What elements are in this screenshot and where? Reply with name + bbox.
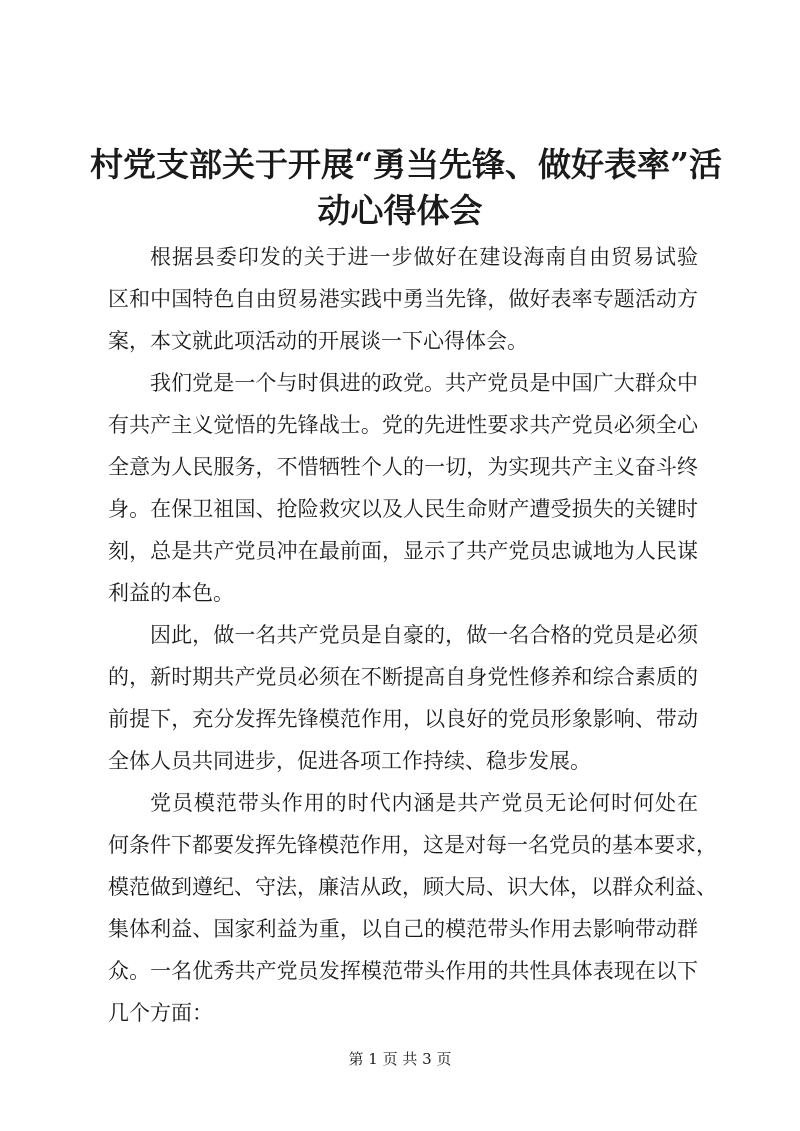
paragraph <box>108 782 717 1034</box>
paragraph <box>108 614 698 782</box>
paragraph-line: 众。一名优秀共产党员发挥模范带头作用的共性具体表现在以下 <box>108 959 698 983</box>
paragraph-line: 利益的本色。 <box>108 581 234 605</box>
paragraph <box>108 236 698 362</box>
paragraph-line: 因此，做一名共产党员是自豪的，做一名合格的党员是必须 <box>150 623 698 647</box>
paragraph-line: 刻，总是共产党员冲在最前面，显示了共产党员忠诚地为人民谋 <box>108 539 698 563</box>
paragraph-line: 全意为人民服务，不惜牺牲个人的一切，为实现共产主义奋斗终 <box>108 455 698 479</box>
paragraph-line: 的，新时期共产党员必须在不断提高自身党性修养和综合素质的 <box>108 665 698 689</box>
paragraph-line: 党员模范带头作用的时代内涵是共产党员无论何时何处在 <box>150 791 698 815</box>
document-title <box>90 142 722 234</box>
page-footer: 第 1 页 共 3 页 <box>348 1050 452 1068</box>
paragraph-line: 根据县委印发的关于进一步做好在建设海南自由贸易试验 <box>150 245 698 269</box>
paragraph-line: 我们党是一个与时俱进的政党。共产党员是中国广大群众中 <box>150 371 698 395</box>
paragraph-line: 何条件下都要发挥先锋模范作用，这是对每一名党员的基本要求， <box>108 833 717 857</box>
paragraph-line: 模范做到遵纪、守法，廉洁从政，顾大局、识大体，以群众利益、 <box>108 875 717 899</box>
paragraph-line: 全体人员共同进步，促进各项工作持续、稳步发展。 <box>108 749 591 773</box>
paragraph <box>108 362 698 614</box>
paragraph-line: 有共产主义觉悟的先锋战士。党的先进性要求共产党员必须全心 <box>108 413 698 437</box>
paragraph-line: 区和中国特色自由贸易港实践中勇当先锋，做好表率专题活动方 <box>108 287 698 311</box>
paragraph-line: 身。在保卫祖国、抢险救灾以及人民生命财产遭受损失的关键时 <box>108 497 698 521</box>
document-body <box>108 236 717 1034</box>
title-line: 动心得体会 <box>317 191 483 230</box>
paragraph-line: 案，本文就此项活动的开展谈一下心得体会。 <box>108 329 528 353</box>
paragraph-line: 前提下，充分发挥先锋模范作用，以良好的党员形象影响、带动 <box>108 707 698 731</box>
title-line: 村党支部关于开展“勇当先锋、做好表率”活 <box>90 145 722 184</box>
paragraph-line: 集体利益、国家利益为重，以自己的模范带头作用去影响带动群 <box>108 917 698 941</box>
paragraph-line: 几个方面： <box>108 1001 213 1025</box>
